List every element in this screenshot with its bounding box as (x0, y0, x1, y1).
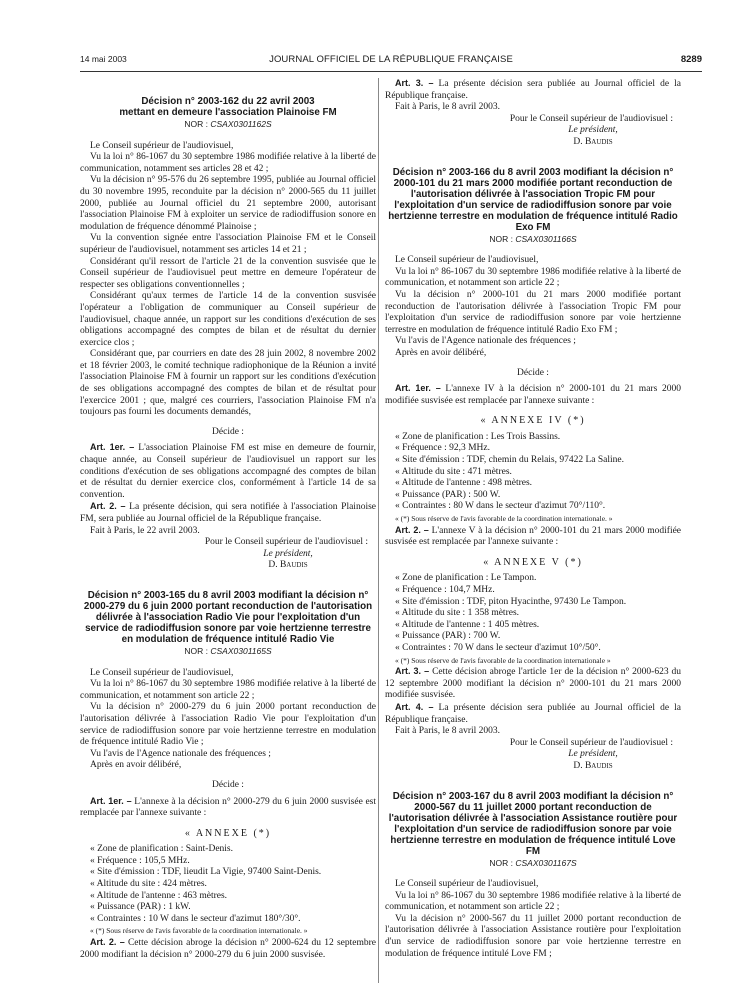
article-label: Art. 4. – (395, 701, 434, 712)
paragraph: Le Conseil supérieur de l'audiovisuel, (90, 140, 234, 151)
paragraph: Le Conseil supérieur de l'audiovisuel, (90, 667, 234, 678)
article-1 (80, 442, 376, 501)
annexe-note: « (*) Sous réserve de l'avis favorable de la coordination internationale » (395, 655, 611, 665)
decision-162-title-line1: Décision n° 2003-162 du 22 avril 2003 (141, 96, 315, 107)
signature-line2: Le président, (568, 125, 618, 136)
paragraph: Vu la décision n° 2000-101 du 21 mars 2000 modifiée portant reconduction de l'autorisation délivrée à l'association Tropic FM pour l'exploitation d'un service de radiodiffusion sonore par voie hertzienne terrestre en modulation de fréquence intitulé Radio Exo FM ; (385, 289, 681, 335)
left-column (80, 78, 376, 961)
article-label: Art. 1er. – (395, 383, 441, 394)
article-3 (385, 78, 681, 102)
article-text: La présente décision sera publiée au Journal officiel de la République française. (385, 79, 681, 101)
annexe-item: « Puissance (PAR) : 500 W. (395, 489, 501, 500)
annexe-item: « Contraintes : 10 W dans le secteur d'azimut 180°/30°. (90, 913, 301, 924)
annexe-item: « Site d'émission : TDF, lieudit La Vigie, 97400 Saint-Denis. (90, 867, 322, 878)
paragraph: Vu l'avis de l'Agence nationale des fréquences ; (395, 336, 576, 347)
annexe-item: « Puissance (PAR) : 700 W. (395, 631, 501, 642)
done-at: Fait à Paris, le 8 avril 2003. (395, 726, 501, 737)
annexe-item: « Altitude du site : 424 mètres. (90, 879, 207, 890)
annexe-item: « Contraintes : 70 W dans le secteur d'azimut 10°/50°. (395, 642, 601, 653)
article-text: Cette décision abroge la décision n° 2000-624 du 12 septembre 2000 modifiant la décision n° 2000-279 du 6 juin 2000 susvisée. (80, 938, 377, 960)
decision-166-nor (385, 234, 681, 246)
article-label: Art. 2. – (90, 937, 125, 948)
signature-name: D. Baudis (573, 760, 613, 771)
paragraph: Considérant qu'aux termes de l'article 14 de la convention susvisée l'opérateur a l'obligation de communiquer au Conseil supérieur de l'audiovisuel, chaque année, un rapport sur les conditions d'exécution de ses obligations accompagné des comptes de bilan et de résultat du dernier exercice clos ; (80, 291, 376, 348)
annexe-note: « (*) Sous réserve de l'avis favorable de la coordination internationale. » (90, 926, 308, 936)
annexe-iv-heading: « ANNEXE IV (*) (480, 415, 586, 427)
paragraph: Le Conseil supérieur de l'audiovisuel, (395, 255, 539, 266)
article-1 (80, 796, 376, 820)
nor-label: NOR : (184, 645, 208, 656)
article-text: La présente décision sera publiée au Journal officiel de la République française. (385, 702, 681, 725)
annexe-item: « Fréquence : 105,5 MHz. (90, 855, 190, 866)
page-header (80, 54, 702, 68)
article-label: Art. 1er. – (90, 442, 135, 453)
article-2 (80, 937, 376, 961)
paragraph: Après en avoir délibéré, (90, 760, 182, 771)
annexe-item: « Zone de planification : Les Trois Bassins. (395, 431, 561, 442)
decision-165-title: Décision n° 2003-165 du 8 avril 2003 modifiant la décision n° 2000-279 du 6 juin 2000 portant reconduction de l'autorisation délivrée à l'association Radio Vie pour l'exploitation d'un service de radiodiffusion sonore par voie hertzienne terrestre en modulation de fréquence intitulé Radio Vie (83, 589, 373, 645)
annexe-item: « Altitude du site : 471 mètres. (395, 466, 512, 477)
article-label: Art. 3. – (395, 666, 430, 677)
nor-label: NOR : (184, 119, 208, 129)
annexe-heading: « ANNEXE (*) (184, 827, 272, 839)
paragraph: Considérant qu'il ressort de l'article 21 de la convention susvisée que le Conseil supérieur de l'audiovisuel peut mettre en demeure l'opérateur de respecter ses obligations conventionnelles ; (80, 256, 376, 290)
right-column (385, 78, 681, 960)
decide-heading: Décide : (212, 779, 244, 790)
paragraph: Vu la loi n° 86-1067 du 30 septembre 1986 modifiée relative à la liberté de communication, et notamment son article 22 ; (80, 679, 376, 701)
article-text: La présente décision, qui sera notifiée à l'association Plainoise FM, sera publiée au Journal officiel de la République française. (80, 502, 377, 524)
journal-title: JOURNAL OFFICIEL DE LA RÉPUBLIQUE FRANÇAISE (269, 54, 513, 65)
column-divider (378, 78, 379, 983)
decision-162-title-line2: mettant en demeure l'association Plainoise FM (119, 107, 337, 118)
annexe-item: « Altitude du site : 1 358 mètres. (395, 608, 520, 619)
annexe-item: « Zone de planification : Le Tampon. (395, 573, 537, 584)
decision-166-title: Décision n° 2003-166 du 8 avril 2003 modifiant la décision n° 2000-101 du 21 mars 2000 modifiée portant reconduction de l'autorisation délivrée à l'association Tropic FM pour l'exploitation d'un service de radiodiffusion sonore par voie hertzienne terrestre en modulation de fréquence intitulé Radio Exo FM (388, 166, 678, 233)
issue-date: 14 mai 2003 (80, 54, 127, 64)
article-label: Art. 2. – (395, 524, 429, 535)
done-at: Fait à Paris, le 22 avril 2003. (90, 525, 200, 536)
annexe-item: « Site d'émission : TDF, chemin du Relais, 97422 La Saline. (395, 455, 625, 466)
nor-code: CSAX0301167S (515, 857, 577, 868)
annexe-item: « Fréquence : 104,7 MHz. (395, 585, 495, 595)
annexe-item: « Altitude de l'antenne : 498 mètres. (395, 478, 533, 489)
page-number: 8289 (680, 54, 702, 65)
article-2 (385, 525, 681, 549)
signature-line2: Le président, (568, 749, 618, 760)
decision-167-title: Décision n° 2003-167 du 8 avril 2003 modifiant la décision n° 2000-567 du 11 juillet 2000 portant reconduction de l'autorisation délivrée à l'association Assistance routière pour l'exploitation d'un service de radiodiffusion sonore par voie hertzienne terrestre en modulation de fréquence intitulé Love FM (388, 790, 678, 857)
annexe-item: « Puissance (PAR) : 1 kW. (90, 902, 191, 913)
done-at: Fait à Paris, le 8 avril 2003. (395, 102, 501, 113)
paragraph: Le Conseil supérieur de l'audiovisuel, (395, 879, 539, 890)
nor-code: CSAX0301162S (210, 119, 272, 129)
article-4 (385, 702, 681, 726)
paragraph: Considérant que, par courriers en date des 28 juin 2002, 8 novembre 2002 et 18 février 2003, le comité technique radiophonique de la Réunion a invité l'association Plainoise FM à fournir un rapport sur les conditions d'exécution de ses obligations accompagné des comptes de bilan et de résultat pour l'exercice 2001 ; que, malgré ces courriers, l'association Plainoise FM n'a toujours pas fourni les documents demandés, (80, 349, 376, 418)
signature-line1: Pour le Conseil supérieur de l'audiovisuel : (509, 113, 673, 124)
decide-heading: Décide : (517, 367, 549, 378)
decide-heading: Décide : (212, 426, 244, 437)
article-text: L'annexe V à la décision n° 2000-101 du 21 mars 2000 modifiée susvisée est remplacée par l'annexe suivante : (385, 525, 682, 548)
signature-line1: Pour le Conseil supérieur de l'audiovisuel : (509, 737, 673, 748)
article-2 (80, 501, 376, 525)
paragraph: Vu la décision n° 95-576 du 26 septembre 1995, publiée au Journal officiel du 30 novembre 1995, reconduite par la décision n° 2000-565 du 11 juillet 2000, publiée au Journal officiel du 21 septembre 2000, autorisant l'association Plainoise FM à exploiter un service de radiodiffusion sonore en modulation de fréquence dénommé Plainoise ; (80, 175, 376, 232)
article-text: L'annexe à la décision n° 2000-279 du 6 juin 2000 susvisée est remplacée par l'annexe suivante : (80, 796, 377, 819)
annexe-item: « Fréquence : 92,3 MHz. (395, 443, 490, 454)
paragraph: Vu la loi n° 86-1067 du 30 septembre 1986 modifiée relative à la liberté de communication, notamment ses articles 28 et 42 ; (80, 152, 376, 174)
paragraph: Vu la convention signée entre l'association Plainoise FM et le Conseil supérieur de l'audiovisuel, notamment ses articles 14 et 21 ; (80, 233, 376, 255)
paragraph: Vu l'avis de l'Agence nationale des fréquences ; (90, 748, 271, 759)
article-text: L'association Plainoise FM est mise en demeure de fournir, chaque année, au Conseil supérieur de l'audiovisuel un rapport sur les conditions d'exécution de ses obligations accompagné des comptes de bilan et de résultat du dernier exercice clos, conformément à l'article 14 de sa convention. (80, 443, 377, 500)
paragraph: Vu la décision n° 2000-567 du 11 juillet 2000 portant reconduction de l'autorisation délivrée à l'association Assistance routière pour l'exploitation d'un service de radiodiffusion sonore par voie hertzienne terrestre en modulation de fréquence intitulé Love FM ; (385, 913, 681, 959)
annexe-note: « (*) Sous réserve de l'avis favorable de la coordination internationale. » (395, 514, 613, 524)
annexe-item: « Altitude de l'antenne : 1 405 mètres. (395, 619, 540, 630)
article-text: L'annexe IV à la décision n° 2000-101 du 21 mars 2000 modifiée susvisée est remplacée par l'annexe suivante : (385, 384, 681, 406)
paragraph: Vu la décision n° 2000-279 du 6 juin 2000 portant reconduction de l'autorisation délivrée à l'association Radio Vie pour l'exploitation d'un service de radiodiffusion sonore par voie hertzienne terrestre en modulation de fréquence intitulé Radio Vie ; (80, 702, 376, 748)
article-label: Art. 2. – (90, 501, 126, 512)
annexe-item: « Zone de planification : Saint-Denis. (90, 844, 233, 855)
article-label: Art. 1er. – (90, 795, 132, 806)
annexe-item: « Altitude de l'antenne : 463 mètres. (90, 890, 228, 901)
signature-name: D. Baudis (268, 560, 308, 571)
nor-code: CSAX0301166S (515, 233, 577, 244)
decision-167-nor (385, 858, 681, 870)
decision-165-nor (80, 646, 376, 658)
nor-code: CSAX0301165S (210, 645, 272, 656)
article-3 (385, 666, 681, 702)
nor-label: NOR : (489, 233, 513, 244)
signature-line1: Pour le Conseil supérieur de l'audiovisuel : (204, 537, 368, 548)
annexe-item: « Contraintes : 80 W dans le secteur d'azimut 70°/110°. (395, 501, 606, 512)
decision-162-nor (80, 119, 376, 131)
signature-line2: Le président, (263, 548, 313, 559)
article-text: Cette décision abroge l'article 1er de la décision n° 2000-623 du 12 septembre 2000 modifiant la décision n° 2000-101 du 21 mars 2000 modifiée susvisée. (385, 667, 682, 701)
annexe-v-heading: « ANNEXE V (*) (483, 556, 583, 568)
nor-label: NOR : (489, 857, 513, 868)
article-label: Art. 3. – (395, 78, 434, 88)
signature-name: D. Baudis (573, 136, 613, 147)
paragraph: Vu la loi n° 86-1067 du 30 septembre 1986 modifiée relative à la liberté de communication, et notamment son article 22 ; (385, 266, 681, 289)
header-rule (80, 71, 702, 72)
paragraph: Après en avoir délibéré, (395, 347, 487, 358)
paragraph: Vu la loi n° 86-1067 du 30 septembre 1986 modifiée relative à la liberté de communication, et notamment son article 22 ; (385, 890, 681, 913)
article-1 (385, 383, 681, 407)
annexe-item: « Site d'émission : TDF, piton Hyacinthe, 97430 Le Tampon. (395, 596, 627, 607)
